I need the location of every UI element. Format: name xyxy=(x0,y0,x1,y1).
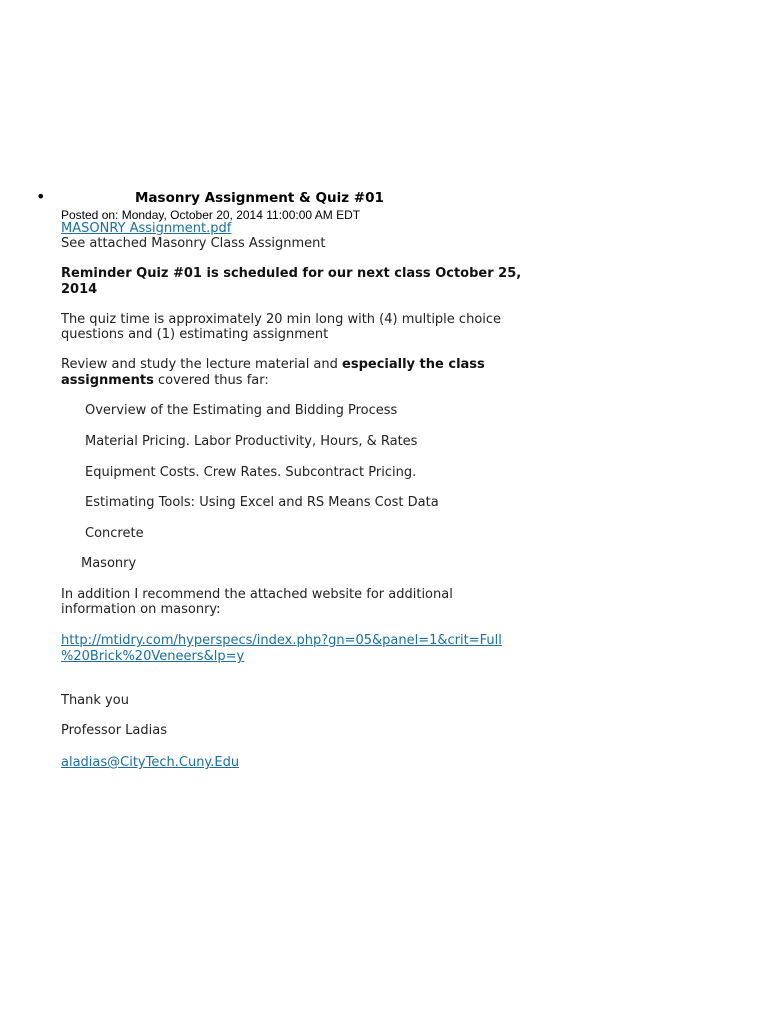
posted-date: Posted on: Monday, October 20, 2014 11:00:00 AM EDT xyxy=(61,208,361,222)
review-emphasis-1: especially the class xyxy=(342,357,485,372)
reminder-text-line1: Reminder Quiz #01 is scheduled for our next class October 25, xyxy=(61,266,522,281)
reminder-text-line2: 2014 xyxy=(61,282,98,297)
addition-text-line1: In addition I recommend the attached website for additional xyxy=(61,587,453,602)
list-bullet: • xyxy=(36,187,46,206)
post-title: Masonry Assignment & Quiz #01 xyxy=(135,190,384,206)
thank-you-text: Thank you xyxy=(61,693,129,708)
quiz-info-line1: The quiz time is approximately 20 min long with (4) multiple choice xyxy=(61,312,502,327)
topic-item: Overview of the Estimating and Bidding Process xyxy=(85,403,398,418)
review-text-line2 xyxy=(61,373,269,389)
email-link[interactable]: aladias@CityTech.Cuny.Edu xyxy=(61,755,240,770)
topic-item: Masonry xyxy=(81,556,137,571)
review-suffix: covered thus far: xyxy=(153,373,269,388)
review-prefix: Review and study the lecture material and xyxy=(61,357,343,372)
review-emphasis-2: assignments xyxy=(61,373,154,388)
website-link-line2[interactable]: %20Brick%20Veneers&lp=y xyxy=(61,649,245,664)
addition-text-line2: information on masonry: xyxy=(61,602,221,617)
topic-item: Estimating Tools: Using Excel and RS Means Cost Data xyxy=(85,495,439,510)
see-attached-text: See attached Masonry Class Assignment xyxy=(61,236,326,251)
topic-item: Concrete xyxy=(85,526,144,541)
website-link-line1[interactable]: http://mtidry.com/hyperspecs/index.php?gn=05&panel=1&crit=Full xyxy=(61,633,502,648)
quiz-info-line2: questions and (1) estimating assignment xyxy=(61,327,329,342)
attachment-pdf-link[interactable]: MASONRY Assignment.pdf xyxy=(61,221,232,236)
topic-item: Material Pricing. Labor Productivity, Hours, & Rates xyxy=(85,434,418,449)
topic-item: Equipment Costs. Crew Rates. Subcontract Pricing. xyxy=(85,465,417,480)
signature-text: Professor Ladias xyxy=(61,723,167,738)
review-text-line1 xyxy=(61,357,485,373)
